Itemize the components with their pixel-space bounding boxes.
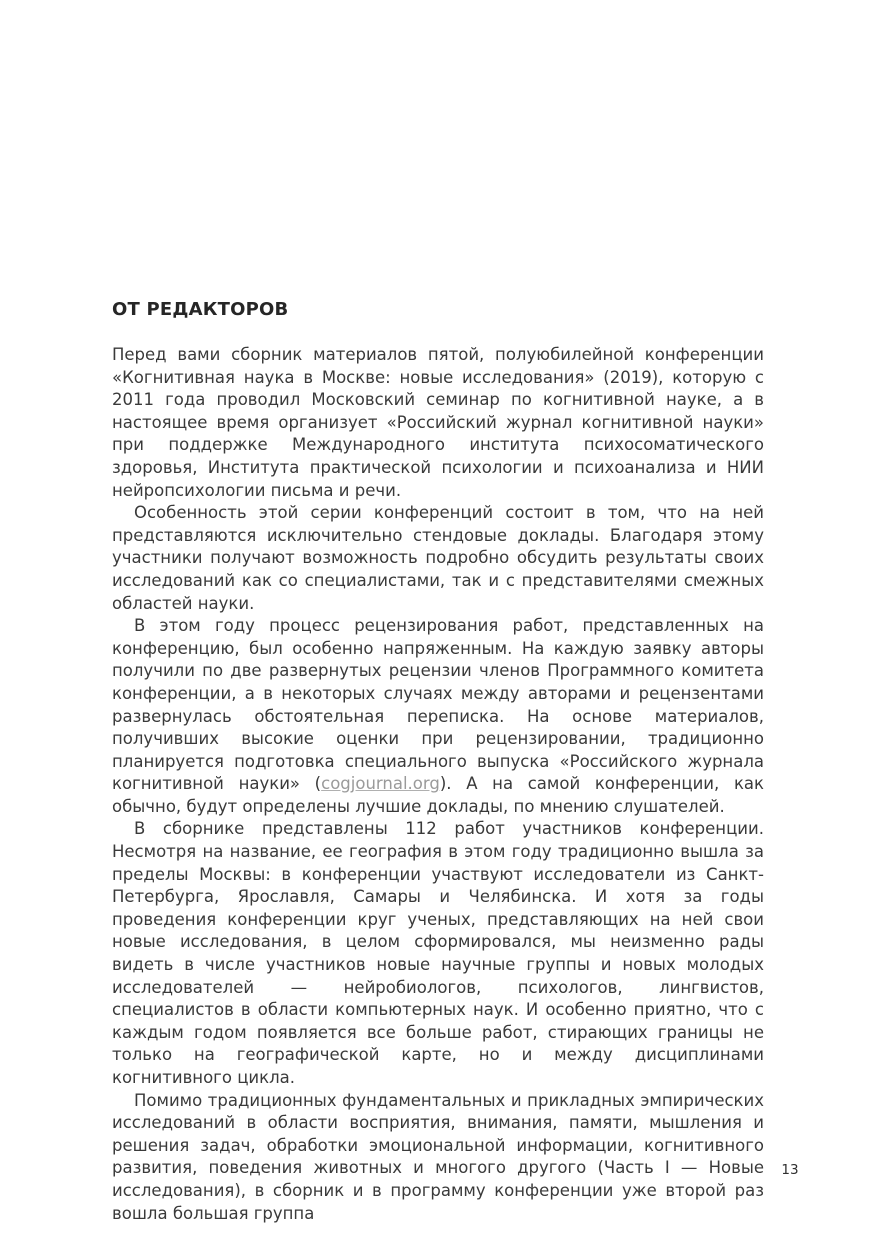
paragraph: Особенность этой серии конференций состоит в том, что на ней представляются исключительно стендовые доклады. Благодаря этому участники получают возможность подробно обсудить результаты своих исследований как со специалистами, так и с представителями смежных областей науки. (112, 503, 764, 613)
paragraph: Помимо традиционных фундаментальных и прикладных эмпирических исследований в области восприятия, внимания, памяти, мышления и решения задач, обработки эмоциональной информации, когнитивного развития, поведения животных и многого другого (Часть I — Новые исследования), в сборник и в программу конференции уже второй раз вошла большая группа (112, 1090, 764, 1223)
paragraph: В сборнике представлены 112 работ участников конференции. Несмотря на название, ее география в этом году традиционно вышла за пределы Москвы: в конференции участвуют исследователи из Санкт-Петербурга, Ярославля, Самары и Челябинска. И хотя за годы проведения конференции круг ученых, представляющих на ней свои новые исследования, в целом сформировался, мы неизменно рады видеть в числе участников новые научные группы и новых молодых исследователей — нейробиологов, психологов, лингвистов, специалистов в области компьютерных наук. И особенно приятно, что с каждым годом появляется все больше работ, стирающих границы не только на географической карте, но и между дисциплинами когнитивного цикла. (112, 819, 764, 1087)
cogjournal-link[interactable]: cogjournal.org (321, 774, 440, 794)
page-number: 13 (781, 1162, 799, 1178)
paragraph-text: В этом году процесс рецензирования работ, представленных на конференцию, был особенно напряженным. На каждую заявку авторы получили по две развернутых рецензии членов Программного комитета конференции, а в некоторых случаях между авторами и рецензентами развернулась обстоятельная переписка. На основе материалов, получивших высокие оценки при рецензировании, традиционно планируется подготовка специального выпуска «Российского журнала когнитивной науки» ( (112, 616, 764, 794)
paragraph-text: ). А на самой конференции, как обычно, будут определены лучшие доклады, по мнению слушателей. (112, 774, 764, 816)
paragraph: Перед вами сборник материалов пятой, полуюбилейной конференции «Когнитивная наука в Москве: новые исследования» (2019), которую с 2011 года проводил Московский семинар по когнитивной науке, а в настоящее время организует «Российский журнал когнитивной науки» при поддержке Международного института психосоматического здоровья, Института практической психологии и психоанализа и НИИ нейропсихологии письма и речи. (112, 345, 764, 500)
paragraph (112, 615, 764, 818)
text-block (112, 300, 764, 1225)
section-heading: ОТ РЕДАКТОРОВ (112, 299, 289, 320)
